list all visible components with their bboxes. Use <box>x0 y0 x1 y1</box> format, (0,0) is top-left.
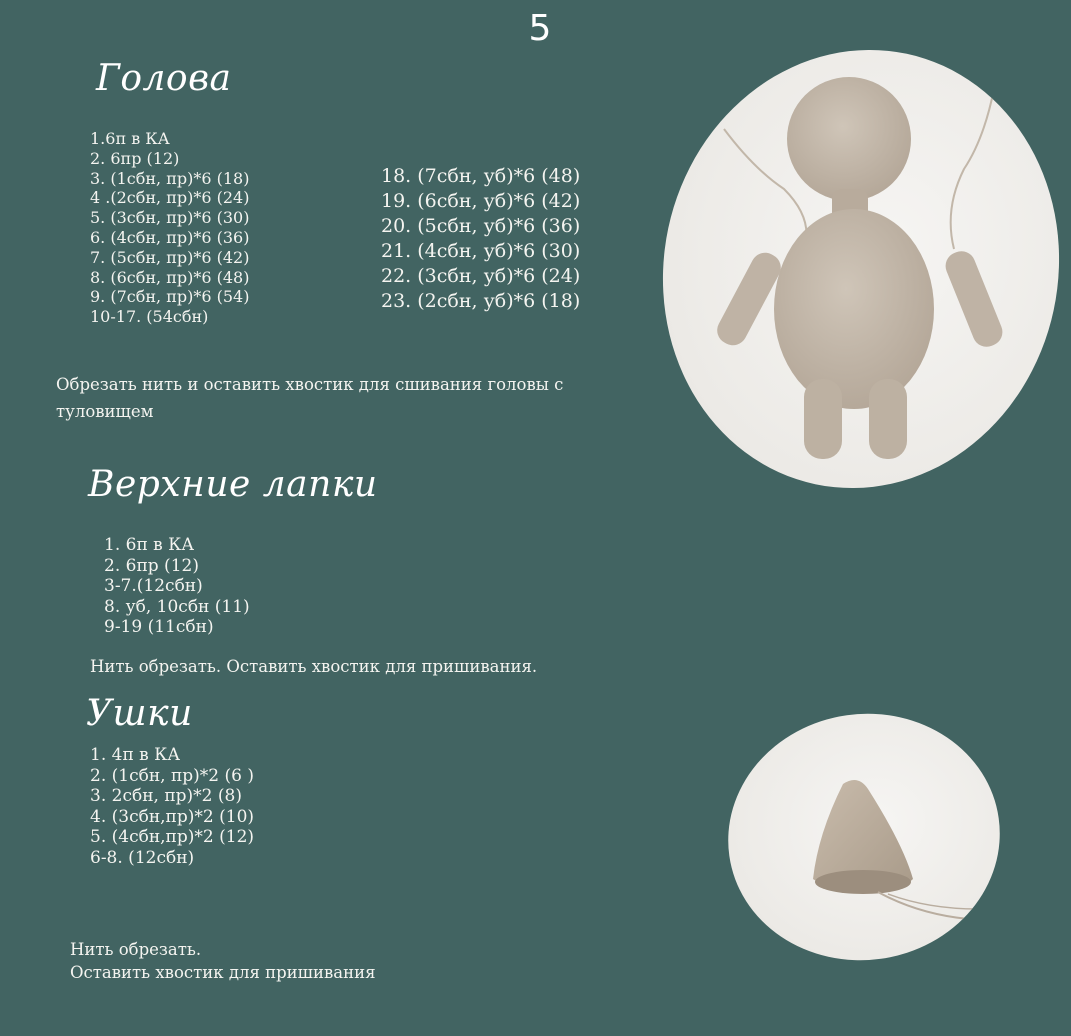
pattern-row: 2. 6пр (12) <box>104 555 199 576</box>
pattern-row: 8. уб, 10сбн (11) <box>104 596 250 617</box>
pattern-row: 23. (2сбн, уб)*6 (18) <box>381 290 581 312</box>
page-number: 5 <box>528 8 552 49</box>
upper-paws-rows <box>104 535 250 638</box>
pattern-row: 1.6п в КА <box>90 129 170 148</box>
head-rows-left <box>90 129 249 327</box>
pattern-row: 4. (3сбн,пр)*2 (10) <box>90 806 255 827</box>
pattern-row: 4 .(2сбн, пр)*6 (24) <box>90 188 250 208</box>
pattern-row: 1. 4п в КА <box>90 745 181 765</box>
toy-ear-photo <box>712 696 1016 977</box>
pattern-row: 3. (1сбн, пр)*6 (18) <box>90 168 250 188</box>
pattern-row: 21. (4сбн, уб)*6 (30) <box>381 240 581 262</box>
ears-note <box>70 938 376 984</box>
pattern-row: 5. (4сбн,пр)*2 (12) <box>90 827 255 847</box>
pattern-row: 3-7.(12сбн) <box>104 576 203 596</box>
pattern-row: 19. (6сбн, уб)*6 (42) <box>381 190 581 212</box>
pattern-row: 1. 6п в КА <box>104 535 195 555</box>
pattern-row: 7. (5сбн, пр)*6 (42) <box>90 247 250 267</box>
ears-title: Ушки <box>86 693 193 734</box>
leg-piece <box>869 379 907 459</box>
torso-piece <box>774 209 934 409</box>
pattern-row: 22. (3сбн, уб)*6 (24) <box>381 265 581 287</box>
head-note-line: Обрезать нить и оставить хвостик для сшивания головы с <box>56 375 564 394</box>
ears-note-line: Оставить хвостик для пришивания <box>70 963 376 982</box>
leg-piece <box>804 379 842 459</box>
pattern-row: 10-17. (54сбн) <box>90 307 209 327</box>
toy-body-photo <box>623 13 1071 525</box>
head-note <box>56 371 563 425</box>
pattern-row: 5. (3сбн, пр)*6 (30) <box>90 208 250 228</box>
ears-rows <box>90 745 254 868</box>
pattern-row: 6. (4сбн, пр)*6 (36) <box>90 227 250 247</box>
pattern-row: 6-8. (12сбн) <box>90 847 195 868</box>
pattern-row: 9-19 (11сбн) <box>104 617 214 637</box>
pattern-row: 20. (5сбн, уб)*6 (36) <box>381 215 581 237</box>
ear-illustration <box>728 714 1000 960</box>
head-rows-right <box>381 164 580 314</box>
head-section-title: Голова <box>96 58 232 99</box>
pattern-row: 9. (7сбн, пр)*6 (54) <box>90 287 250 307</box>
ears-note-line: Нить обрезать. <box>70 940 202 959</box>
head-note-line: туловищем <box>56 402 154 421</box>
arm-piece <box>941 247 1006 351</box>
toy-body-illustration <box>664 49 1058 489</box>
head-piece <box>787 77 911 201</box>
pattern-row: 2. (1сбн, пр)*2 (6 ) <box>90 765 255 786</box>
upper-paws-title: Верхние лапки <box>88 464 378 505</box>
upper-paws-note: Нить обрезать. Оставить хвостик для пришивания. <box>90 657 538 676</box>
pattern-row: 3. 2сбн, пр)*2 (8) <box>90 786 242 806</box>
pattern-row: 18. (7сбн, уб)*6 (48) <box>381 165 581 187</box>
pattern-row: 2. 6пр (12) <box>90 148 180 168</box>
pattern-row: 8. (6сбн, пр)*6 (48) <box>90 267 250 287</box>
